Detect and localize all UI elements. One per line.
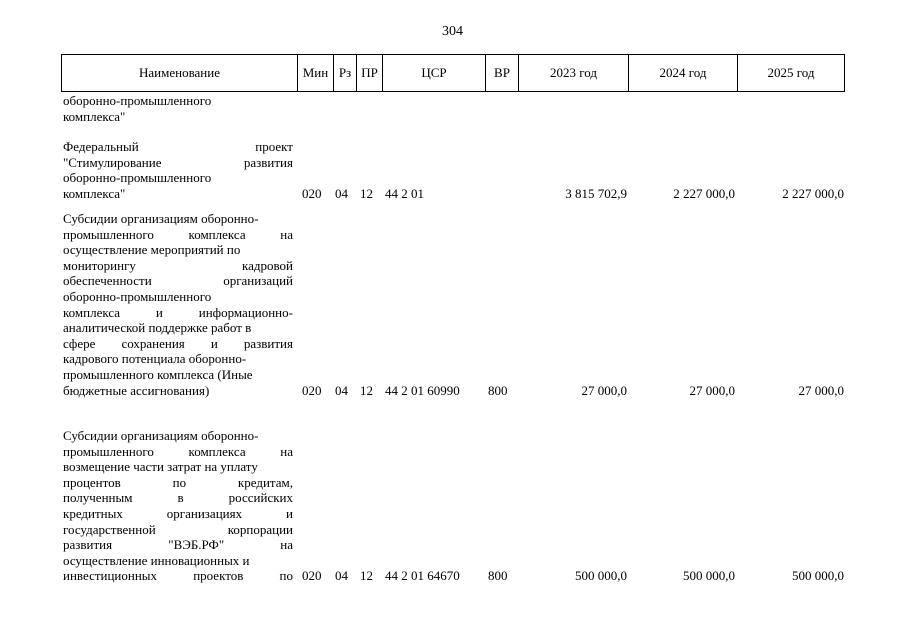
row-name-word: на (280, 226, 293, 242)
row-name-word: комплекса" (63, 185, 126, 201)
row-name-line (63, 537, 293, 553)
row-cell-y2023: 27 000,0 (581, 382, 627, 398)
row-name-line (63, 383, 293, 399)
row-name-word: мониторингу (63, 257, 136, 273)
row-name (63, 211, 293, 398)
row-name-word: развития (243, 335, 293, 351)
row-name-word: и (210, 335, 218, 351)
row-name-line (63, 336, 293, 352)
row-name-word: "ВЭБ.РФ" (168, 537, 225, 553)
row-name (63, 428, 293, 584)
row-name-word: кредитных (63, 505, 123, 521)
row-name-word: информационно- (198, 304, 293, 320)
row-name-line (63, 109, 293, 125)
row-name-word: организаций (223, 273, 293, 289)
row-name-line (63, 553, 293, 569)
row-name-word: промышленного (63, 226, 154, 242)
row-name-line (63, 273, 293, 289)
row-cell-y2024: 2 227 000,0 (673, 185, 735, 201)
row-name-word: аналитической поддержке работ в (63, 320, 252, 336)
row-name (63, 139, 293, 201)
row-cell-rz: 04 (335, 568, 348, 584)
row-name-line (63, 305, 293, 321)
row-name-line (63, 459, 293, 475)
row-name-line (63, 490, 293, 506)
row-name-word: осуществление инновационных и (63, 552, 250, 568)
row-name-word: на (280, 537, 293, 553)
row-cell-vr: 800 (488, 382, 508, 398)
row-name-line (63, 170, 293, 186)
row-cell-pr: 12 (360, 185, 373, 201)
header-min: Мин (297, 55, 333, 91)
row-name-word: государственной (63, 521, 156, 537)
header-rz: Рз (333, 55, 356, 91)
row-name-word: кадровой (241, 257, 293, 273)
row-name-word: по (172, 474, 187, 490)
row-name-word: "Стимулирование (63, 154, 162, 170)
header-vr: ВР (485, 55, 518, 91)
row-cell-rz: 04 (335, 185, 348, 201)
row-name-line (63, 367, 293, 383)
row-name-word: и (155, 304, 163, 320)
header-pr: ПР (356, 55, 382, 91)
header-csr: ЦСР (382, 55, 485, 91)
row-name-line (63, 568, 293, 584)
row-name-line (63, 227, 293, 243)
row-cell-min: 020 (302, 185, 322, 201)
row-cell-y2025: 500 000,0 (792, 568, 844, 584)
row-cell-y2025: 2 227 000,0 (782, 185, 844, 201)
row-name-word: развития (243, 154, 293, 170)
table-header (61, 54, 845, 92)
row-cell-csr: 44 2 01 64670 (385, 568, 460, 584)
row-name-word: и (286, 505, 293, 521)
row-name-word: Федеральный (63, 139, 139, 154)
row-name-word: бюджетные ассигнования) (63, 382, 210, 398)
row-cell-y2024: 27 000,0 (689, 382, 735, 398)
row-name-word: проектов (193, 568, 244, 584)
row-name-line (63, 242, 293, 258)
row-name-word: кадрового потенциала оборонно- (63, 351, 247, 367)
page-number: 304 (442, 24, 463, 39)
row-name-word: комплекса" (63, 108, 126, 124)
row-name-word: процентов (63, 474, 121, 490)
row-name-word: комплекса (63, 304, 121, 320)
row-cell-min: 020 (302, 568, 322, 584)
row-name-line (63, 258, 293, 274)
row-cell-y2023: 500 000,0 (575, 568, 627, 584)
row-name-line (63, 522, 293, 538)
row-cell-y2023: 3 815 702,9 (565, 185, 627, 201)
row-name-line (63, 506, 293, 522)
row-name-word: промышленного (63, 443, 154, 459)
row-name-word: комплекса (188, 443, 246, 459)
row-name-line (63, 428, 293, 444)
row-cell-pr: 12 (360, 382, 373, 398)
row-cell-rz: 04 (335, 382, 348, 398)
header-2023: 2023 год (518, 55, 628, 91)
row-name-word: возмещение части затрат на уплату (63, 459, 258, 475)
row-cell-y2024: 500 000,0 (683, 568, 735, 584)
row-name-line (63, 320, 293, 336)
row-name-word: на (280, 443, 293, 459)
row-name-line (63, 444, 293, 460)
row-name-word: развития (63, 537, 113, 553)
row-name-word: организациях (166, 505, 243, 521)
row-cell-min: 020 (302, 382, 322, 398)
row-name-line (63, 211, 293, 227)
row-name-line (63, 155, 293, 171)
row-name-word: проект (255, 139, 293, 154)
row-name-line (63, 351, 293, 367)
row-name-word: комплекса (188, 226, 246, 242)
row-name-word: кредитам, (237, 474, 293, 490)
header-2024: 2024 год (628, 55, 737, 91)
row-name-word: обеспеченности (63, 273, 152, 289)
row-name (63, 93, 293, 124)
row-name-word: инвестиционных (63, 568, 158, 584)
row-name-word: по (279, 568, 293, 584)
row-name-word: корпорации (227, 521, 293, 537)
row-cell-vr: 800 (488, 568, 508, 584)
row-name-word: осуществление мероприятий по (63, 242, 241, 258)
header-2025: 2025 год (737, 55, 844, 91)
row-name-word: в (177, 490, 184, 506)
row-cell-y2025: 27 000,0 (798, 382, 844, 398)
row-name-word: оборонно-промышленного (63, 93, 212, 108)
row-name-word: сохранения (121, 335, 185, 351)
row-name-line (63, 186, 293, 202)
row-name-word: российских (228, 490, 293, 506)
row-name-word: промышленного комплекса (Иные (63, 366, 253, 382)
row-cell-csr: 44 2 01 (385, 185, 424, 201)
row-name-word: Субсидии организациям оборонно- (63, 428, 259, 443)
row-name-word: Субсидии организациям оборонно- (63, 211, 259, 226)
row-cell-csr: 44 2 01 60990 (385, 382, 460, 398)
row-name-line (63, 475, 293, 491)
row-name-line (63, 289, 293, 305)
row-name-line (63, 93, 293, 109)
row-name-word: полученным (63, 490, 133, 506)
row-name-word: оборонно-промышленного (63, 170, 212, 186)
header-name: Наименование (139, 65, 220, 80)
row-cell-pr: 12 (360, 568, 373, 584)
row-name-word: сфере (63, 335, 96, 351)
row-name-word: оборонно-промышленного (63, 288, 212, 304)
row-name-line (63, 139, 293, 155)
